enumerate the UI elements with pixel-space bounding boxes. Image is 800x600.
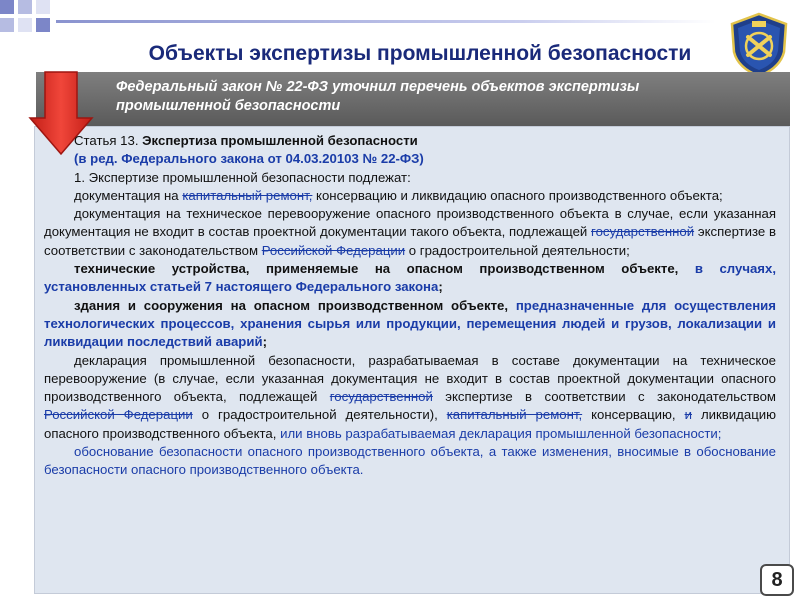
page-number: 8 <box>760 564 794 596</box>
article-text <box>44 132 776 480</box>
deco-square <box>0 18 14 32</box>
article-heading <box>44 132 776 150</box>
deco-square <box>18 18 32 32</box>
deco-square <box>36 0 50 14</box>
list-item: здания и сооружения на опасном производственном объекте, предназначенные для осуществления технологических процессов, хранения сырья или продукции, перемещения людей и грузов, локализации и ликвидации последствий аварий; <box>44 297 776 350</box>
struck-text: государственной <box>591 224 695 240</box>
inserted-text: или вновь разрабатываемая декларация промышленной безопасности; <box>280 425 722 441</box>
inserted-text: в случаях, установленных статьей 7 настоящего Федерального закона <box>44 261 777 295</box>
article-number: Статья 13. <box>74 133 143 148</box>
list-item: технические устройства, применяемые на опасном производственном объекте, в случаях, установленных статьей 7 настоящего Федерального закона; <box>44 261 777 295</box>
list-item: обоснование безопасности опасного производственного объекта, а также изменения, вносимые в обоснование безопасности опасного производственного объекта. <box>44 444 776 478</box>
inserted-text: предназначенные для осуществления технологических процессов, хранения сырья или продукции, перемещения людей и грузов, локализации и ликвидации последствий аварий <box>44 297 776 350</box>
article-title: Экспертиза промышленной безопасности <box>142 133 418 148</box>
amendment-note: (в ред. Федерального закона от 04.03.20103 № 22-ФЗ) <box>74 151 424 167</box>
list-item: документация на техническое перевооружение опасного производственного объекта в случае, если указанная документация не входит в состав проектной документации такого объекта, подлежащей государственной экспертизе в соответствии с законодательством Российской Федерации о градостроительной деятельности; <box>44 206 776 258</box>
banner-line: промышленной безопасности <box>116 98 341 114</box>
banner-line: Федеральный закон № 22-ФЗ уточнил перечень объектов экспертизы <box>116 79 640 95</box>
deco-square <box>18 0 32 14</box>
list-item: документация на капитальный ремонт, консервацию и ликвидацию опасного производственного объекта; <box>74 187 723 203</box>
struck-text: капитальный ремонт, <box>446 407 583 423</box>
list-item: декларация промышленной безопасности, разрабатываемая в составе документации на техническое перевооружение (в случае, если указанная документация не входит в состав проектной документации опасного производственного объекта, подлежащей государственной экспертизе в соответствии с законодательством Российской Федерации о градостроительной деятельности), капитальный ремонт, консервацию, и ликвидацию опасного производственного объекта, или вновь разрабатываемая декларация промышленной безопасности; <box>44 352 776 441</box>
struck-text: Российской Федерации <box>44 407 193 423</box>
banner-text <box>116 78 786 116</box>
deco-square <box>0 0 14 14</box>
item-intro: 1. Экспертизе промышленной безопасности подлежат: <box>74 169 411 185</box>
top-divider <box>56 20 716 23</box>
struck-text: капитальный ремонт, <box>182 187 313 203</box>
struck-text: государственной <box>329 389 433 405</box>
deco-square <box>36 18 50 32</box>
emblem-icon <box>728 12 790 78</box>
struck-text: Российской Федерации <box>261 242 406 258</box>
slide-title: Объекты экспертизы промышленной безопасности <box>148 42 692 65</box>
struck-text: и <box>684 407 692 423</box>
